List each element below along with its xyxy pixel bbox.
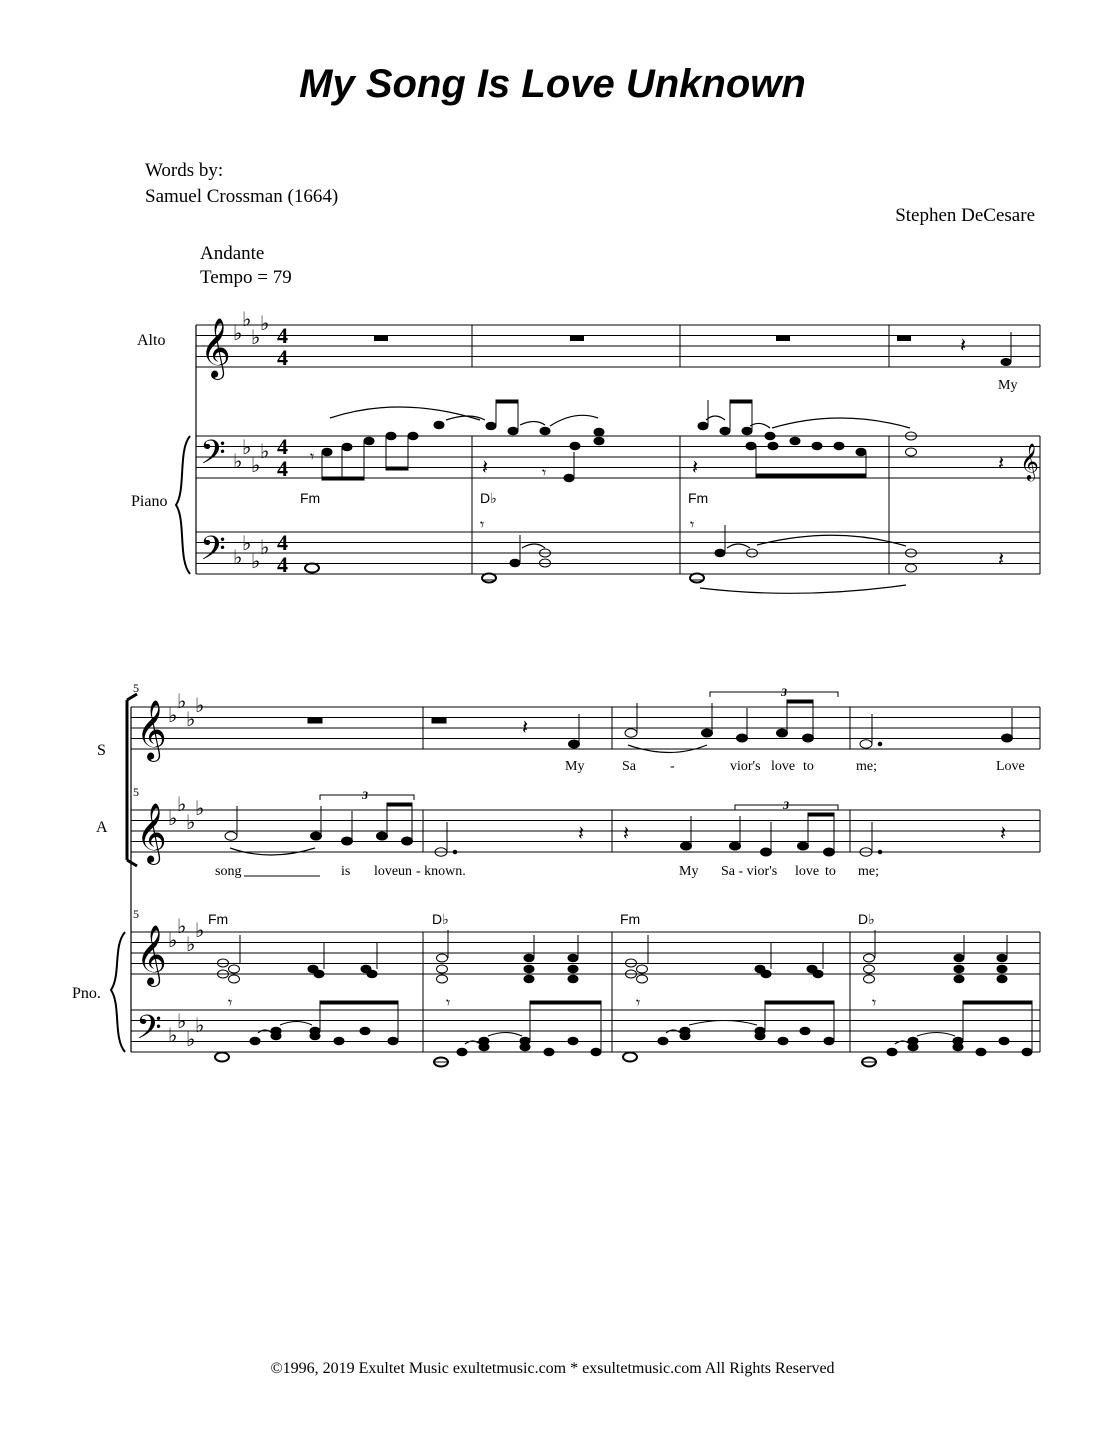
svg-text:♭: ♭ [186,1029,196,1051]
key-signature [168,691,204,1051]
svg-text:𝄾: 𝄾 [228,993,233,1012]
svg-text:𝄽: 𝄽 [482,455,489,479]
svg-text:♭: ♭ [186,812,196,834]
alto-notes [225,803,1006,856]
svg-text:♭: ♭ [195,695,205,717]
tempo-text: Andante [200,243,265,264]
svg-text:My: My [679,864,699,879]
svg-text:𝄽: 𝄽 [522,715,529,739]
svg-text:me;: me; [856,759,877,774]
svg-text:𝄾: 𝄾 [636,993,641,1012]
svg-text:♭: ♭ [251,455,261,477]
svg-text:♭: ♭ [233,451,243,473]
svg-text:Sa - vior's: Sa - vior's [721,864,778,879]
svg-text:♭: ♭ [195,798,205,820]
staff-label-alto: A [96,819,108,836]
alto-lyrics [215,864,879,879]
lyricist: Samuel Crossman (1664) [145,186,339,207]
svg-text:♭: ♭ [177,794,187,816]
svg-text:𝄽: 𝄽 [692,455,699,479]
tempo-mark: Tempo = 79 [200,267,292,288]
svg-text:𝄽: 𝄽 [960,333,967,357]
chord-symbol: D♭ [432,911,449,927]
svg-text:4: 4 [277,323,288,348]
chord-symbol: D♭ [858,911,875,927]
chord-symbol: Fm [208,911,229,927]
svg-text:♭: ♭ [233,323,243,345]
svg-text:♭: ♭ [168,1025,178,1047]
svg-text:love: love [795,864,820,879]
svg-text:♭: ♭ [186,709,196,731]
piano-brace [176,436,190,574]
svg-text:un: un [398,864,412,879]
composer: Stephen DeCesare [895,205,1035,226]
svg-text:♭: ♭ [260,537,270,559]
note [1001,358,1012,366]
chord-symbol: D♭ [480,490,497,506]
svg-text:♭: ♭ [233,547,243,569]
svg-text:𝄞: 𝄞 [136,700,167,760]
svg-text:me;: me; [858,864,879,879]
page-title: My Song Is Love Unknown [299,62,806,106]
measure-number: 5 [133,907,139,921]
measure-number: 5 [133,785,139,799]
key-signature [233,309,269,573]
svg-text:♭: ♭ [168,808,178,830]
svg-text:𝄾: 𝄾 [690,515,695,534]
svg-text:to: to [803,759,814,774]
staff-label-piano: Pno. [72,985,101,1002]
svg-text:♭: ♭ [168,705,178,727]
svg-text:𝄞: 𝄞 [136,803,167,863]
staff-label-alto: Alto [137,332,166,349]
soprano-lyrics [565,759,1025,774]
bass-clef: 𝄢 [200,434,226,480]
svg-text:♭: ♭ [168,930,178,952]
svg-text:𝄽: 𝄽 [998,547,1005,571]
svg-text:𝄾: 𝄾 [480,515,485,534]
svg-text:𝄾: 𝄾 [542,463,547,482]
svg-text:𝄽: 𝄽 [623,821,630,845]
svg-text:𝄞: 𝄞 [136,925,167,985]
system-2 [111,681,1040,1067]
svg-text:4: 4 [277,345,288,370]
svg-text:song: song [215,864,242,879]
svg-text:𝄾: 𝄾 [446,993,451,1012]
svg-text:♭: ♭ [251,327,261,349]
svg-text:4: 4 [277,434,288,459]
alto-staff [131,810,1040,852]
treble-clef-change: 𝄞 [1020,442,1039,480]
svg-text:4: 4 [277,456,288,481]
svg-text:𝄢: 𝄢 [136,1009,162,1055]
svg-text:is: is [341,864,351,879]
svg-text:𝄽: 𝄽 [1000,821,1007,845]
svg-text:4: 4 [277,530,288,555]
svg-text:4: 4 [277,552,288,577]
svg-text:♭: ♭ [195,920,205,942]
svg-text:♭: ♭ [251,551,261,573]
bass-clef: 𝄢 [200,530,226,576]
time-signature [277,323,288,577]
piano-lh-notes [305,515,1004,583]
svg-text:𝄽: 𝄽 [998,451,1005,475]
svg-text:𝄽: 𝄽 [578,821,585,845]
svg-text:♭: ♭ [260,313,270,335]
chord-symbol: Fm [300,490,321,506]
svg-text:My: My [565,759,585,774]
staff-label-piano: Piano [131,493,168,510]
piano-lh-staff [196,532,1040,574]
svg-text:3: 3 [362,788,368,802]
system-1 [176,309,1040,593]
svg-text:♭: ♭ [242,533,252,555]
svg-text:♭: ♭ [186,934,196,956]
svg-text:♭: ♭ [242,309,252,331]
svg-text:♭: ♭ [260,441,270,463]
svg-text:love: love [374,864,399,879]
piano-rh-notes [310,400,1004,482]
svg-text:Love: Love [996,759,1025,774]
piano-lh-notes [215,993,1032,1067]
alto-staff [196,325,1040,367]
svg-text:-: - [670,759,675,774]
svg-text:𝄾: 𝄾 [310,447,315,466]
chord-symbol: Fm [688,490,709,506]
svg-text:to: to [825,864,836,879]
svg-text:♭: ♭ [177,916,187,938]
measure-number: 5 [133,681,139,695]
alto-rests [374,336,911,341]
svg-text:♭: ♭ [177,691,187,713]
words-label: Words by: [145,160,224,181]
piano-brace [111,932,125,1052]
soprano-staff [131,707,1040,749]
svg-text:Sa: Sa [622,759,636,774]
copyright-footer: ©1996, 2019 Exultet Music exultetmusic.com * exsultetmusic.com All Rights Reserved [270,1360,835,1377]
svg-text:♭: ♭ [177,1011,187,1033]
lyric: My [998,378,1018,393]
svg-text:vior's: vior's [730,759,761,774]
svg-text:love: love [771,759,796,774]
treble-clef: 𝄞 [200,318,231,378]
piano-rh-staff [131,932,1040,974]
svg-text:3: 3 [781,685,787,699]
staff-label-soprano: S [97,742,106,759]
piano-lh-staff [131,1010,1040,1052]
chord-symbol: Fm [620,911,641,927]
piano-rh-staff [196,436,1040,478]
svg-text:𝄾: 𝄾 [872,993,877,1012]
svg-text:3: 3 [783,798,789,812]
svg-text:♭: ♭ [195,1015,205,1037]
svg-text:♭: ♭ [242,437,252,459]
svg-text:- known.: - known. [416,864,466,879]
